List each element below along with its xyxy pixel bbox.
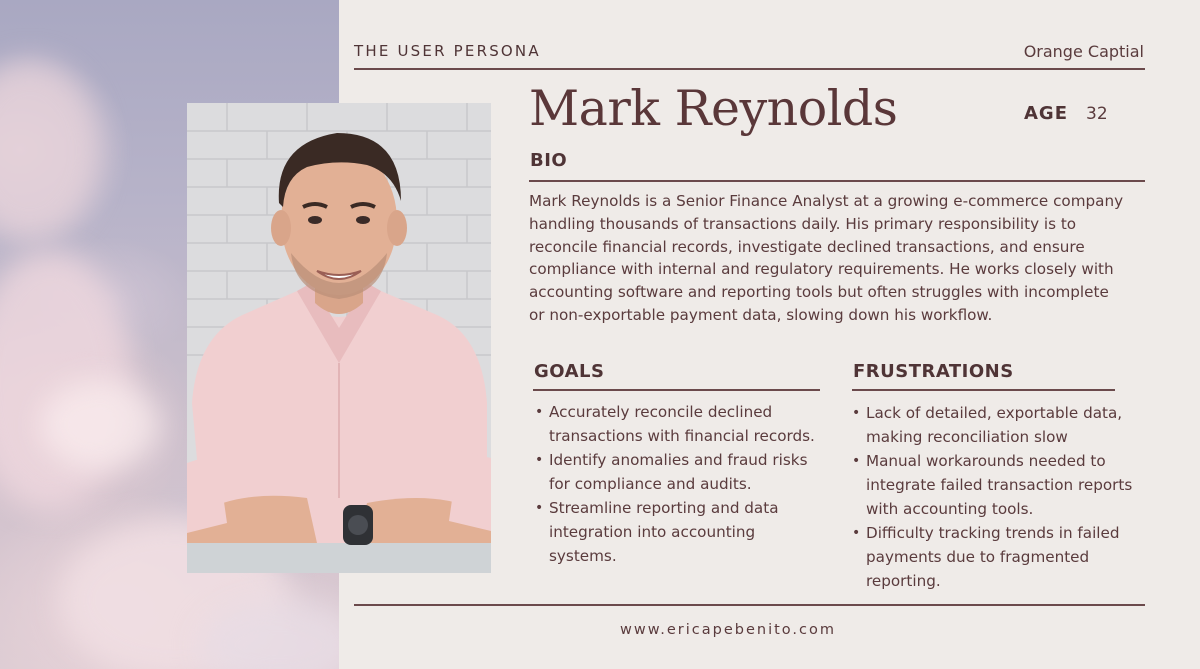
frustrations-divider bbox=[852, 389, 1115, 391]
list-item: • Streamline reporting and data integration into accounting systems. bbox=[534, 496, 824, 568]
footer-divider bbox=[354, 604, 1145, 606]
persona-photo bbox=[187, 103, 491, 573]
list-item: • Manual workarounds needed to integrate failed transaction reports with accounting tools. bbox=[851, 449, 1161, 521]
goals-heading: GOALS bbox=[534, 361, 605, 382]
brand-name: Orange Captial bbox=[1023, 42, 1144, 61]
frustrations-list bbox=[851, 401, 1161, 593]
header-divider bbox=[354, 68, 1145, 70]
age-value: 32 bbox=[1086, 104, 1108, 124]
frustrations-heading: FRUSTRATIONS bbox=[853, 361, 1014, 382]
list-item: • Identify anomalies and fraud risks for compliance and audits. bbox=[534, 448, 824, 496]
list-item: • Difficulty tracking trends in failed payments due to fragmented reporting. bbox=[851, 521, 1161, 593]
list-item: • Accurately reconcile declined transactions with financial records. bbox=[534, 400, 824, 448]
age-label: AGE bbox=[1024, 103, 1069, 124]
persona-name: Mark Reynolds bbox=[529, 80, 898, 137]
section-label: THE USER PERSONA bbox=[354, 42, 541, 60]
list-item: • Lack of detailed, exportable data, making reconciliation slow bbox=[851, 401, 1161, 449]
bio-heading: BIO bbox=[530, 150, 568, 171]
goals-list bbox=[534, 400, 824, 568]
bio-divider bbox=[529, 180, 1145, 182]
goals-divider bbox=[533, 389, 820, 391]
bio-text: Mark Reynolds is a Senior Finance Analyst at a growing e-commerce company handling thousands of transactions daily. His primary responsibility is to reconcile financial records, investigate declined transactions, and ensure compliance with internal and regulatory requirements. He works closely with accounting software and reporting tools but often struggles with incomplete or non-exportable payment data, slowing down his workflow. bbox=[529, 192, 1124, 324]
website-link[interactable]: www.ericapebenito.com bbox=[620, 622, 836, 638]
